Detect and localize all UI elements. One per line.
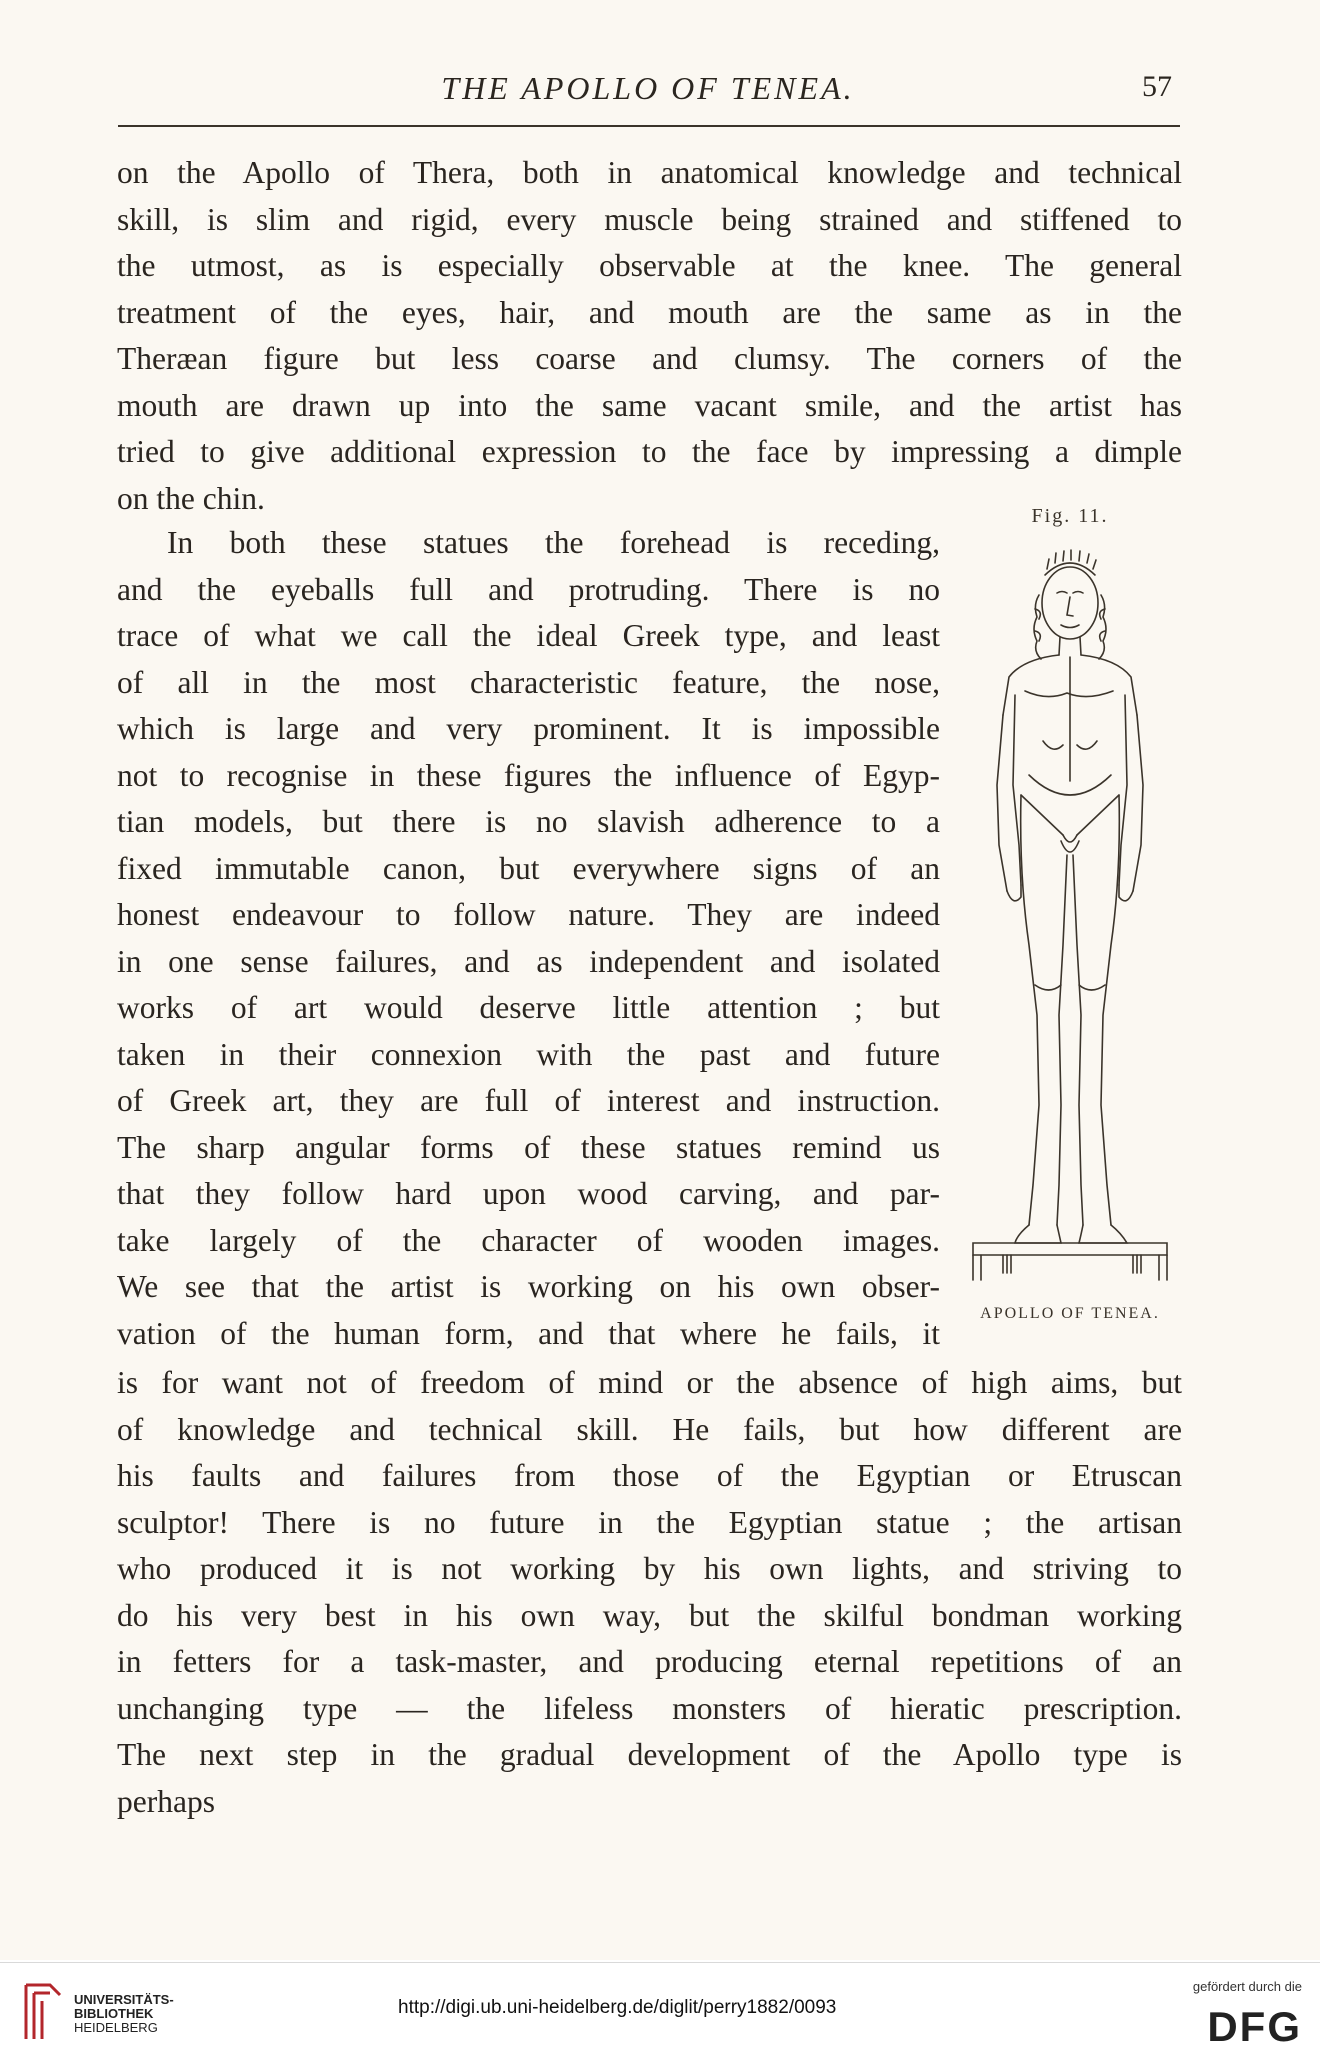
text-line: tried to give additional expression to the face by impressing a dimple: [117, 434, 1182, 469]
text-line: tian models, but there is no slavish adherence to a: [117, 804, 940, 839]
statue-illustration: [963, 545, 1177, 1295]
library-name-line: BIBLIOTHEK: [74, 2006, 154, 2021]
library-name-line: HEIDELBERG: [74, 2020, 158, 2035]
text-line: take largely of the character of wooden images.: [117, 1222, 940, 1258]
text-line: works of art would deserve little attention ; but: [117, 990, 940, 1025]
text-line: and the eyeballs full and protruding. There is no: [117, 571, 940, 607]
text-line: treatment of the eyes, hair, and mouth are the same as in the: [117, 294, 1182, 330]
text-line: In both these statues the forehead is receding,: [167, 525, 940, 560]
text-line: which is large and very prominent. It is impossible: [117, 711, 940, 746]
text-line: who produced it is not working by his own lights, and striving to: [117, 1551, 1182, 1586]
library-name: [74, 1993, 174, 2035]
figure-apollo-of-tenea: [955, 505, 1185, 1355]
text-line: of Greek art, they are full of interest and instruction.: [117, 1083, 940, 1118]
text-line: honest endeavour to follow nature. They are indeed: [117, 897, 940, 932]
page-number: 57: [1142, 70, 1172, 103]
text-line: on the Apollo of Thera, both in anatomical knowledge and technical: [117, 155, 1182, 190]
text-line: The sharp angular forms of these statues remind us: [117, 1129, 940, 1165]
text-line: The next step in the gradual development of the Apollo type is: [117, 1737, 1182, 1772]
text-line: in one sense failures, and as independent and isolated: [117, 943, 940, 979]
text-line: his faults and failures from those of the Egyptian or Etruscan: [117, 1458, 1182, 1493]
text-line: do his very best in his own way, but the skilful bondman working: [117, 1597, 1182, 1633]
text-line: taken in their connexion with the past and future: [117, 1036, 940, 1072]
digitization-footer: [0, 1962, 1320, 2063]
text-line: not to recognise in these figures the influence of Egyp-: [117, 757, 940, 793]
funding-note: gefördert durch die: [1192, 1979, 1302, 1994]
permalink-url[interactable]: http://digi.ub.uni-heidelberg.de/diglit/perry1882/0093: [398, 1997, 837, 2018]
header-rule: [118, 125, 1180, 127]
text-line: sculptor! There is no future in the Egyptian statue ; the artisan: [117, 1504, 1182, 1540]
text-line: in fetters for a task-master, and producing eternal repetitions of an: [117, 1644, 1182, 1679]
text-line: trace of what we call the ideal Greek type, and least: [117, 618, 940, 653]
text-line: on the chin.: [117, 480, 265, 516]
text-line: mouth are drawn up into the same vacant smile, and the artist has: [117, 387, 1182, 423]
text-line: We see that the artist is working on his own obser-: [117, 1269, 940, 1304]
text-line: Theræan figure but less coarse and clumsy. The corners of the: [117, 341, 1182, 376]
text-line: that they follow hard upon wood carving, and par-: [117, 1176, 940, 1211]
text-line: of knowledge and technical skill. He fails, but how different are: [117, 1411, 1182, 1447]
text-line: fixed immutable canon, but everywhere signs of an: [117, 850, 940, 886]
paragraph-2-wrapped: [117, 520, 940, 1357]
text-line: of all in the most characteristic feature, the nose,: [117, 664, 940, 700]
text-line: the utmost, as is especially observable at the knee. The general: [117, 248, 1182, 283]
figure-caption: APOLLO OF TENEA.: [980, 1305, 1160, 1322]
text-line: unchanging type — the lifeless monsters of hieratic prescription.: [117, 1690, 1182, 1726]
paragraph-2-continued: [117, 1360, 1182, 1825]
running-title: THE APOLLO OF TENEA.: [441, 70, 855, 106]
running-header: [118, 70, 1178, 114]
library-name-line: UNIVERSITÄTS-: [74, 1992, 174, 2007]
dfg-logo: DFG: [1207, 2003, 1302, 2050]
text-line: perhaps: [117, 1783, 215, 1819]
paragraph-1: [117, 150, 1182, 522]
figure-label: Fig. 11.: [1031, 505, 1109, 527]
library-logo-icon: [20, 1981, 66, 2043]
text-line: is for want not of freedom of mind or the absence of high aims, but: [117, 1365, 1182, 1400]
text-line: vation of the human form, and that where he fails, it: [117, 1315, 940, 1351]
text-line: skill, is slim and rigid, every muscle being strained and stiffened to: [117, 201, 1182, 237]
